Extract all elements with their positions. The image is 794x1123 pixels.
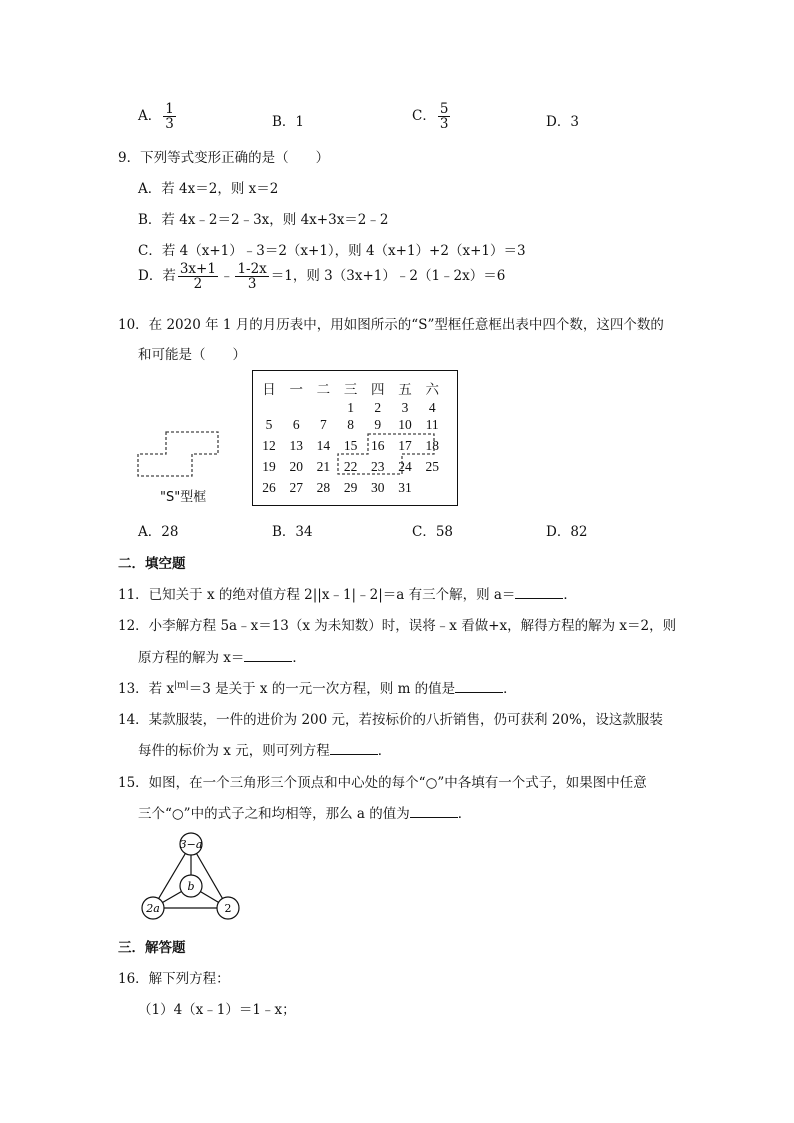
section-fill-in-title: 二．填空题 [118,556,186,572]
fraction: $\frac{1}{3}$ [165,101,174,133]
q14-line2: 每件的标价为 x 元，则可列方程 ． [138,743,392,759]
weekday-header: 二 [316,382,331,397]
weekday-header: 六 [425,382,439,397]
triangle-figure [138,830,248,922]
q8-option-c: C． $\frac{5}{3}$ [412,101,449,133]
right-label: 2 [224,902,232,915]
q9-stem: 9．下列等式变形正确的是（ ） [118,150,330,166]
calendar-date: 11 [425,417,439,432]
q10-stem-line1: 10．在 2020 年 1 月的月历表中，用如图所示的“S”型框任意框出表中四个数，这四个数的 [118,317,664,333]
calendar-date: 24 [398,459,412,474]
calendar-date: 27 [289,480,303,495]
weekday-header: 日 [262,382,276,397]
fraction: $\frac{1-2x}{3}$ [237,261,267,293]
q8-option-b: B．1 [272,114,305,130]
answer-blank [515,586,563,599]
calendar-date: 2 [374,400,382,415]
calendar-date: 21 [316,459,331,474]
q15-line1: 15．如图，在一个三角形三个顶点和中心处的每个“○”中各填有一个式子，如果图中任意 [118,775,647,791]
q10-option-c: C．58 [412,524,454,540]
q12-line1: 12．小李解方程 5a﹣x＝13（x 为未知数）时，误将﹣x 看做+x，解得方程的解为 x＝2，则 [118,618,677,634]
calendar-date: 6 [292,417,300,432]
q8-option-a: A． $\frac{1}{3}$ [138,101,174,133]
answer-blank [244,649,292,662]
weekday-header: 四 [371,382,385,397]
calendar-date: 29 [343,480,358,495]
answer-blank [455,680,503,693]
weekday-header: 五 [398,382,412,397]
fraction: $\frac{5}{3}$ [439,101,449,133]
q9-option-c: C．若 4（x+1）﹣3＝2（x+1），则 4（x+1）+2（x+1）＝3 [138,243,526,259]
s-frame-figure [132,428,224,480]
answer-blank [410,805,458,818]
q13: 13．若 $x^{|m|}=3$ 是关于 x 的一元一次方程，则 m 的值是 ． [118,680,517,697]
section-solve-title: 三．解答题 [118,940,186,956]
answer-blank [330,742,378,755]
calendar-date: 14 [316,438,331,453]
q12-line2: 原方程的解为 x＝ ． [138,650,306,666]
calendar-date: 22 [343,459,358,474]
q15-line2: 三个“○”中的式子之和均相等，那么 a 的值为 ． [138,806,472,822]
q9-option-d: D．若 $\frac{3x+1}{2}$ ﹣ $\frac{1-2x}{3}$ ＝1，则 3（3x+1）﹣2（1﹣2x）＝6 [138,261,506,293]
q11: 11．已知关于 x 的绝对值方程 2||x﹣1|﹣2|＝a 有三个解，则 a＝ ． [118,587,577,603]
q14-line1: 14．某款服装，一件的进价为 200 元，若按标价的八折销售，仍可获利 20%，设这款服装 [118,712,663,728]
top-label: 3−a [179,838,203,851]
weekday-header: 一 [289,382,303,397]
q10-option-d: D．82 [546,524,588,540]
q16-stem: 16．解下列方程： [118,971,230,987]
calendar-date: 9 [374,417,382,432]
calendar-s-highlight [336,432,440,478]
calendar-date: 4 [428,400,436,415]
q16-part1: （1）4（x﹣1）＝1﹣x； [138,1002,296,1018]
calendar-date: 5 [265,417,273,432]
calendar-date: 16 [371,438,385,453]
calendar-date: 31 [398,480,412,495]
calendar-date: 10 [398,417,412,432]
calendar-date: 26 [262,480,276,495]
fraction: $\frac{3x+1}{2}$ [179,261,216,293]
q10-stem-line2: 和可能是（ ） [138,347,246,363]
q9-option-a: A．若 4x＝2，则 x＝2 [138,181,279,197]
q8-option-d: D．3 [546,114,579,130]
calendar-date: 15 [343,438,358,453]
calendar-date: 30 [371,480,385,495]
calendar-date: 28 [316,480,331,495]
left-label: 2a [146,902,160,915]
calendar-date: 17 [398,438,412,453]
calendar-date: 1 [347,400,354,415]
calendar-date: 23 [371,459,385,474]
q9-option-b: B．若 4x﹣2＝2﹣3x，则 4x+3x＝2﹣2 [138,212,389,228]
calendar-date: 8 [347,417,354,432]
calendar-date: 7 [320,417,327,432]
calendar-date: 3 [401,400,409,415]
center-label: b [187,880,195,893]
calendar-date: 20 [289,459,303,474]
calendar-date: 25 [425,459,439,474]
calendar-date: 19 [262,459,276,474]
calendar-date: 12 [262,438,276,453]
weekday-header: 三 [343,382,358,397]
q10-option-a: A．28 [138,524,179,540]
calendar-date: 13 [289,438,303,453]
calendar-date: 18 [425,438,439,453]
q10-option-b: B．34 [272,524,313,540]
s-frame-caption: "S"型框 [160,490,207,505]
